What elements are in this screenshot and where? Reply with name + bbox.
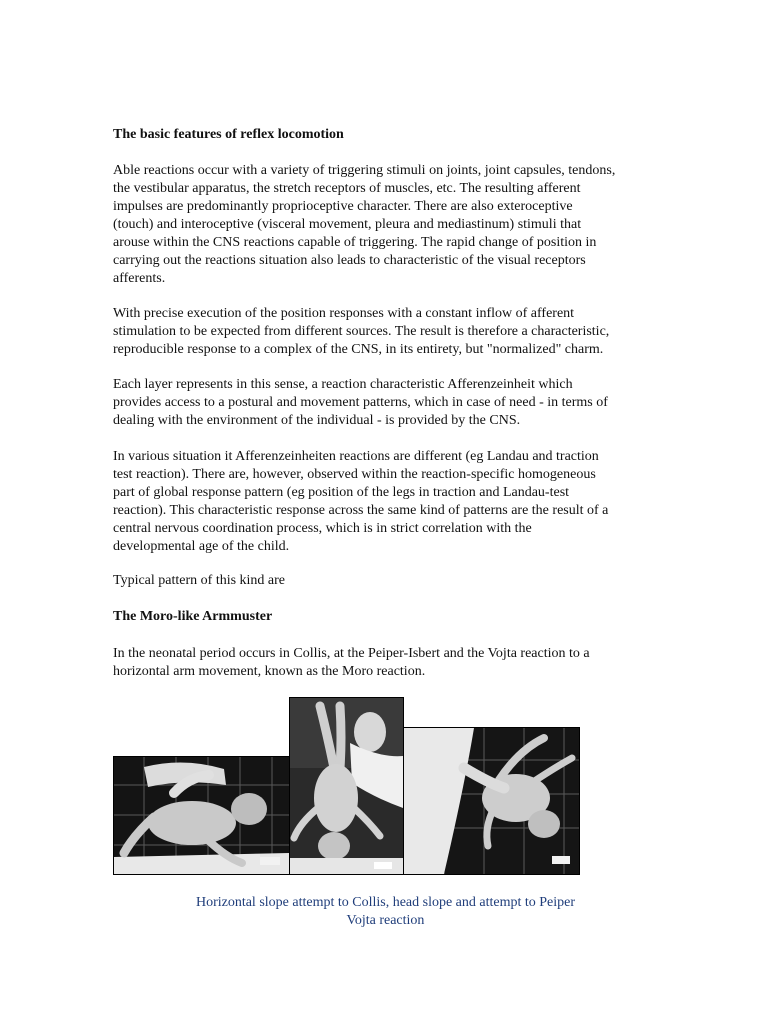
paragraph-line: part of global response pattern (eg position of the legs in traction and Landau-test bbox=[113, 485, 570, 500]
paragraph-line: dealing with the environment of the individual - is provided by the CNS. bbox=[113, 413, 521, 428]
section-heading-moro-armmuster: The Moro-like Armmuster bbox=[113, 609, 273, 624]
paragraph-1 bbox=[113, 162, 661, 288]
paragraph-line: reproducible response to a complex of the CNS, in its entirety, but "normalized" charm. bbox=[113, 342, 604, 357]
paragraph-line: Typical pattern of this kind are bbox=[113, 573, 286, 588]
paragraph-line: test reaction). There are, however, observed within the reaction-specific homogeneous bbox=[113, 467, 596, 482]
paragraph-line: horizontal arm movement, known as the Moro reaction. bbox=[113, 664, 426, 679]
paragraph-line: In various situation it Afferenzeinheiten reactions are different (eg Landau and traction bbox=[113, 449, 599, 464]
paragraph-line: Each layer represents in this sense, a reaction characteristic Afferenzeinheit which bbox=[113, 377, 573, 392]
caption-line: Horizontal slope attempt to Collis, head slope and attempt to Peiper bbox=[195, 895, 576, 910]
paragraph-6 bbox=[113, 645, 661, 681]
paragraph-line: stimulation to be expected from different sources. The result is therefore a characteristic, bbox=[113, 324, 610, 339]
paragraph-line: afferents. bbox=[113, 271, 166, 286]
paragraph-4 bbox=[113, 448, 661, 556]
paragraph-line: impulses are predominantly proprioceptive character. There are also exteroceptive bbox=[113, 199, 573, 214]
paragraph-5 bbox=[113, 572, 661, 590]
paragraph-line: reaction). This characteristic response across the same kind of patterns are the result of a bbox=[113, 503, 609, 518]
paragraph-line: provides access to a postural and movement patterns, which in case of need - in terms of bbox=[113, 395, 608, 410]
paragraph-line: the vestibular apparatus, the stretch receptors of muscles, etc. The resulting afferent bbox=[113, 181, 581, 196]
paragraph-line: developmental age of the child. bbox=[113, 539, 290, 554]
paragraph-line: With precise execution of the position responses with a constant inflow of afferent bbox=[113, 306, 575, 321]
paragraph-line: central nervous coordination process, which is in strict correlation with the bbox=[113, 521, 532, 536]
paragraph-line: carrying out the reactions situation also leads to characteristic of the visual receptors bbox=[113, 253, 586, 268]
paragraph-line: arouse within the CNS reactions capable of triggering. The rapid change of position in bbox=[113, 235, 597, 250]
paragraph-3 bbox=[113, 376, 661, 430]
figure-caption bbox=[113, 894, 658, 930]
photo-collis-horizontal-slope bbox=[113, 756, 290, 875]
section-heading-reflex-locomotion: The basic features of reflex locomotion bbox=[113, 127, 344, 142]
paragraph-2 bbox=[113, 305, 661, 359]
paragraph-line: In the neonatal period occurs in Collis, at the Peiper-Isbert and the Vojta reaction to a bbox=[113, 646, 590, 661]
photo-vojta-reaction bbox=[403, 727, 580, 875]
paragraph-line: (touch) and interoceptive (visceral movement, pleura and mediastinum) stimuli that bbox=[113, 217, 582, 232]
photo-head-slope-peiper bbox=[289, 697, 404, 875]
caption-line: Vojta reaction bbox=[346, 913, 425, 928]
paragraph-line: Able reactions occur with a variety of triggering stimuli on joints, joint capsules, tendons, bbox=[113, 163, 616, 178]
